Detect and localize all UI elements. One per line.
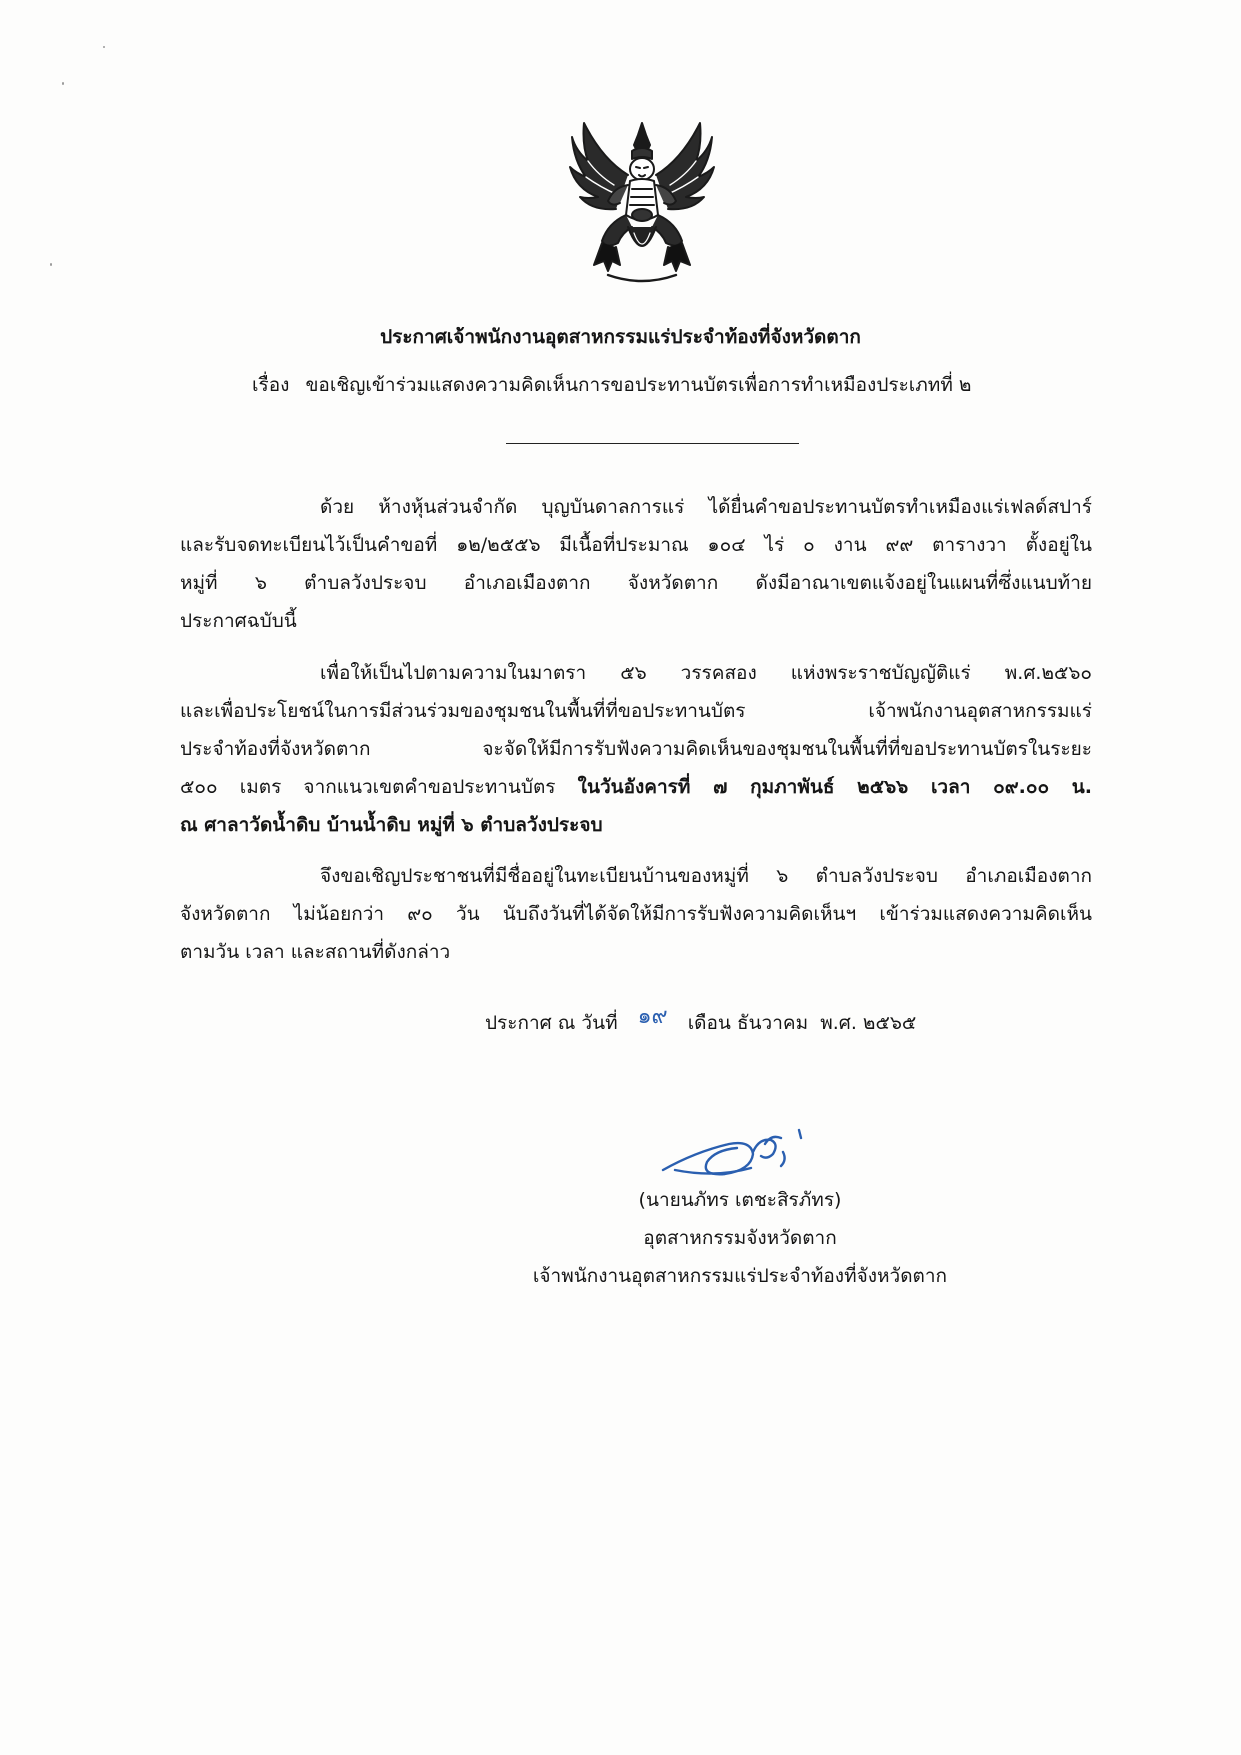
paragraph-1-line: ประกาศฉบับนี้ <box>180 610 297 632</box>
paragraph-1 <box>180 488 1092 640</box>
signatory-position-1: อุตสาหกรรมจังหวัดตาก <box>643 1227 837 1249</box>
date-year: พ.ศ. ๒๕๖๕ <box>820 1012 917 1034</box>
paragraph-3-line: ตามวัน เวลา และสถานที่ดังกล่าว <box>180 941 451 963</box>
date-day <box>624 1004 682 1038</box>
paragraph-2-line: และเพื่อประโยชน์ในการมีส่วนร่วมของชุมชนในพื้นที่ที่ขอประทานบัตร เจ้าพนักงานอุตสาหกรรมแร่ <box>180 700 1092 722</box>
announcement-title: ประกาศเจ้าพนักงานอุตสาหกรรมแร่ประจำท้องที่จังหวัดตาก <box>380 326 861 348</box>
scan-speck <box>62 82 64 85</box>
subject-label: เรื่อง <box>252 374 290 396</box>
meeting-venue-text: ณ ศาลาวัดน้ำดิบ บ้านน้ำดิบ หมู่ที่ ๖ ตำบลวังประจบ <box>180 814 603 836</box>
garuda-emblem-icon <box>568 115 716 287</box>
announcement-date <box>485 1004 917 1038</box>
signatory-name: (นายนภัทร เตชะสิรภัทร) <box>638 1189 842 1211</box>
paragraph-2-line: ประจำท้องที่จังหวัดตาก จะจัดให้มีการรับฟังความคิดเห็นของชุมชนในพื้นที่ที่ขอประทานบัตรในระยะ <box>180 738 1092 760</box>
date-prefix: ประกาศ ณ วันที่ <box>485 1012 618 1034</box>
paragraph-3-line: จึงขอเชิญประชาชนที่มีชื่ออยู่ในทะเบียนบ้านของหมู่ที่ ๖ ตำบลวังประจบ อำเภอเมืองตาก <box>320 865 1092 887</box>
signatory-position-2: เจ้าพนักงานอุตสาหกรรมแร่ประจำท้องที่จังหวัดตาก <box>532 1265 948 1287</box>
distance-text: ๕๐๐ เมตร จากแนวเขตคำขอประทานบัตร <box>180 776 556 798</box>
paragraph-2 <box>180 654 1092 844</box>
paragraph-2-line: เพื่อให้เป็นไปตามความในมาตรา ๕๖ วรรคสอง แห่งพระราชบัญญัติแร่ พ.ศ.๒๕๖๐ <box>320 662 1092 684</box>
scan-speck <box>103 46 105 48</box>
scan-speck <box>50 263 52 266</box>
paragraph-1-line: ด้วย ห้างหุ้นส่วนจำกัด บุญบันดาลการแร่ ได้ยื่นคำขอประทานบัตรทำเหมืองแร่เฟลด์สปาร์ <box>320 496 1092 518</box>
announcement-subject <box>252 370 971 400</box>
paragraph-3 <box>180 857 1092 971</box>
title-divider <box>506 443 799 444</box>
subject-text: ขอเชิญเข้าร่วมแสดงความคิดเห็นการขอประทานบัตรเพื่อการทำเหมืองประเภทที่ ๒ <box>305 374 972 396</box>
paragraph-3-line: จังหวัดตาก ไม่น้อยกว่า ๙๐ วัน นับถึงวันที่ได้จัดให้มีการรับฟังความคิดเห็นฯ เข้าร่วมแสดงความคิดเห็น <box>180 903 1092 925</box>
paragraph-1-line: หมู่ที่ ๖ ตำบลวังประจบ อำเภอเมืองตาก จังหวัดตาก ดังมีอาณาเขตแจ้งอยู่ในแผนที่ซึ่งแนบท้าย <box>180 572 1092 594</box>
paragraph-1-line: และรับจดทะเบียนไว้เป็นคำขอที่ ๑๒/๒๕๕๖ มีเนื้อที่ประมาณ ๑๐๔ ไร่ ๐ งาน ๙๙ ตารางวา ตั้งอยู่ใน <box>180 534 1092 556</box>
date-month: เดือน ธันวาคม <box>687 1012 809 1034</box>
meeting-date-text: ในวันอังคารที่ ๗ กุมภาพันธ์ ๒๕๖๖ เวลา ๐๙.๐๐ น. <box>577 776 1092 798</box>
paragraph-2-line <box>180 768 1092 806</box>
handwritten-day: ๑๙ <box>637 1004 668 1029</box>
signature-icon <box>655 1108 840 1193</box>
